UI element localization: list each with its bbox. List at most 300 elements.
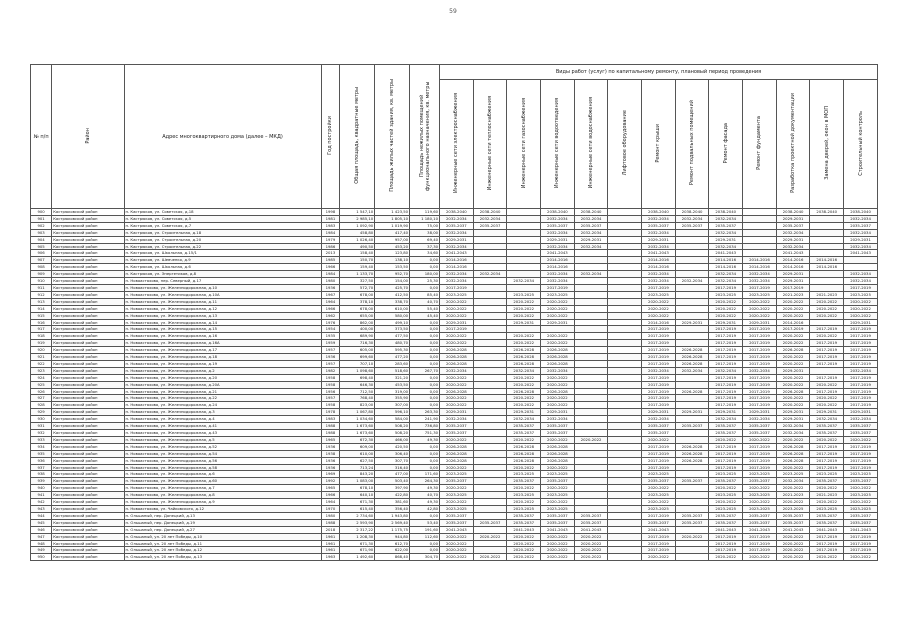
work-period-cell: 2017-2019 [709, 464, 743, 471]
area-living-cell: 477,20 [375, 354, 410, 361]
area-living-cell: 612,70 [375, 540, 410, 547]
work-period-cell [507, 264, 541, 271]
work-period-cell: 2020-2022 [642, 305, 676, 312]
work-period-cell: 2035-2037 [574, 512, 608, 519]
work-period-cell: 2023-2025 [541, 291, 575, 298]
work-period-cell [675, 312, 709, 319]
table-row [31, 533, 878, 540]
work-period-cell [608, 478, 642, 485]
work-period-cell: 2023-2025 [440, 471, 474, 478]
area-nonresidential-cell: 241,90 [410, 416, 440, 423]
work-period-cell: 2035-2037 [844, 512, 878, 519]
district-cell: Кастрюковский район [52, 374, 124, 381]
address-cell: п. Ольшаный, ул. 20 лет Победы, д.10 [124, 533, 321, 540]
table-row [31, 402, 878, 409]
work-period-cell: 2014-2016 [642, 319, 676, 326]
work-period-cell: 2041-2043 [642, 250, 676, 257]
area-total-cell: 672,30 [340, 436, 375, 443]
district-cell: Кастрюковский район [52, 430, 124, 437]
work-period-cell: 2020-2022 [743, 305, 777, 312]
work-period-cell: 2032-2034 [473, 215, 507, 222]
work-period-cell [574, 278, 608, 285]
work-period-cell [608, 512, 642, 519]
work-period-cell: 2023-2025 [440, 505, 474, 512]
work-period-cell [473, 423, 507, 430]
work-period-cell: 2017-2019 [810, 547, 844, 554]
header-work-8: Ремонт фасада [709, 80, 743, 209]
work-period-cell: 2020-2022 [776, 533, 810, 540]
work-period-cell: 2020-2022 [776, 547, 810, 554]
year-built-cell: 1965 [321, 485, 340, 492]
address-cell: п. Новоастахово, ул. Железнодорожная, д.56 [124, 457, 321, 464]
work-period-cell: 2017-2019 [642, 450, 676, 457]
work-period-cell: 2017-2019 [743, 388, 777, 395]
header-work-4: Инженерные сети водоснабжения [574, 80, 608, 209]
work-period-cell: 2020-2022 [810, 395, 844, 402]
table-row [31, 243, 878, 250]
work-period-cell [844, 264, 878, 271]
work-period-cell: 2020-2022 [776, 381, 810, 388]
district-cell: Кастрюковский район [52, 298, 124, 305]
row-number-cell: 906 [31, 250, 52, 257]
work-period-cell [473, 430, 507, 437]
work-period-cell: 2020-2022 [541, 554, 575, 561]
area-total-cell: 712,50 [340, 388, 375, 395]
work-period-cell: 2017-2019 [743, 354, 777, 361]
district-cell: Кастрюковский район [52, 264, 124, 271]
work-period-cell [574, 505, 608, 512]
area-nonresidential-cell: 0,00 [410, 540, 440, 547]
year-built-cell: 2018 [321, 526, 340, 533]
district-cell: Кастрюковский район [52, 312, 124, 319]
work-period-cell: 2032-2034 [574, 229, 608, 236]
area-nonresidential-cell: 0,00 [410, 264, 440, 271]
area-living-cell: 518,60 [375, 367, 410, 374]
address-cell: п. Новоастахово, ул. Железнодорожная, д.17 [124, 347, 321, 354]
work-period-cell [507, 250, 541, 257]
district-cell: Кастрюковский район [52, 229, 124, 236]
row-number-cell: 941 [31, 492, 52, 499]
work-period-cell: 2020-2022 [507, 540, 541, 547]
work-period-cell: 2020-2022 [440, 333, 474, 340]
work-period-cell: 2035-2037 [574, 519, 608, 526]
work-period-cell: 2023-2025 [507, 291, 541, 298]
work-period-cell: 2017-2019 [743, 284, 777, 291]
area-total-cell: 572,70 [340, 284, 375, 291]
work-period-cell: 2017-2019 [810, 450, 844, 457]
work-period-cell: 2026-2028 [776, 443, 810, 450]
district-cell: Кастрюковский район [52, 209, 124, 216]
work-period-cell [675, 326, 709, 333]
work-period-cell [810, 278, 844, 285]
year-built-cell: 1961 [321, 547, 340, 554]
table-row [31, 374, 878, 381]
work-period-cell: 2017-2019 [743, 374, 777, 381]
district-cell: Кастрюковский район [52, 485, 124, 492]
work-period-cell: 2032-2034 [642, 416, 676, 423]
work-period-cell [574, 478, 608, 485]
work-period-cell: 2020-2022 [810, 381, 844, 388]
work-period-cell: 2029-2031 [844, 236, 878, 243]
work-period-cell [473, 284, 507, 291]
work-period-cell: 2020-2022 [440, 340, 474, 347]
address-cell: п. Ольшаный, ул. 20 лет Победы, д.11 [124, 540, 321, 547]
area-nonresidential-cell: 112,60 [410, 533, 440, 540]
work-period-cell: 2029-2031 [574, 236, 608, 243]
work-period-cell: 2038-2040 [776, 209, 810, 216]
area-nonresidential-cell: 55,40 [410, 305, 440, 312]
work-period-cell: 2020-2022 [642, 298, 676, 305]
work-period-cell: 2017-2019 [844, 374, 878, 381]
work-period-cell [574, 464, 608, 471]
work-period-cell: 2032-2034 [440, 229, 474, 236]
work-period-cell: 2014-2016 [743, 264, 777, 271]
address-cell: п. Кастрюков, ул. Строительная, д.18 [124, 229, 321, 236]
work-period-cell: 2032-2034 [776, 478, 810, 485]
work-period-cell: 2032-2034 [675, 278, 709, 285]
year-built-cell: 2013 [321, 250, 340, 257]
work-period-cell: 2035-2037 [507, 512, 541, 519]
area-total-cell: 1 083,00 [340, 478, 375, 485]
work-period-cell: 2020-2022 [541, 374, 575, 381]
work-period-cell [608, 367, 642, 374]
work-period-cell: 2020-2022 [709, 499, 743, 506]
work-period-cell: 2020-2022 [709, 436, 743, 443]
area-living-cell: 381,60 [375, 499, 410, 506]
work-period-cell [608, 450, 642, 457]
work-period-cell [675, 284, 709, 291]
work-period-cell: 2020-2022 [844, 305, 878, 312]
work-period-cell: 2017-2019 [642, 388, 676, 395]
year-built-cell: 1970 [321, 505, 340, 512]
work-period-cell [675, 540, 709, 547]
work-period-cell [675, 381, 709, 388]
work-period-cell: 2038-2040 [440, 209, 474, 216]
work-period-cell: 2014-2016 [642, 264, 676, 271]
area-living-cell: 596,10 [375, 409, 410, 416]
work-period-cell: 2038-2040 [844, 209, 878, 216]
work-period-cell: 2026-2028 [507, 354, 541, 361]
work-period-cell [608, 305, 642, 312]
work-period-cell: 2020-2022 [541, 333, 575, 340]
work-period-cell: 2032-2034 [440, 278, 474, 285]
work-period-cell: 2035-2037 [810, 519, 844, 526]
area-living-cell: 397,90 [375, 485, 410, 492]
year-built-cell: 1966 [321, 305, 340, 312]
work-period-cell: 2020-2022 [776, 312, 810, 319]
work-period-cell: 2017-2019 [642, 533, 676, 540]
work-period-cell: 2026-2028 [440, 347, 474, 354]
work-period-cell: 2026-2028 [541, 457, 575, 464]
work-period-cell: 2023-2025 [776, 471, 810, 478]
work-period-cell: 2020-2022 [440, 464, 474, 471]
work-period-cell [810, 236, 844, 243]
work-period-cell: 2038-2040 [810, 209, 844, 216]
work-period-cell: 2035-2037 [440, 512, 474, 519]
area-nonresidential-cell: 0,00 [410, 360, 440, 367]
work-period-cell: 2014-2016 [642, 257, 676, 264]
table-row [31, 381, 878, 388]
work-period-cell [473, 264, 507, 271]
area-nonresidential-cell: 49,30 [410, 485, 440, 492]
area-living-cell: 508,20 [375, 423, 410, 430]
area-living-cell: 319,00 [375, 388, 410, 395]
area-nonresidential-cell: 0,00 [410, 340, 440, 347]
district-cell: Кастрюковский район [52, 243, 124, 250]
work-period-cell [473, 402, 507, 409]
header-work-11: Замена дверей, окон в МОП [810, 80, 844, 209]
work-period-cell [608, 499, 642, 506]
year-built-cell: 1969 [321, 471, 340, 478]
work-period-cell [574, 485, 608, 492]
header-work-9: Ремонт фундамента [743, 80, 777, 209]
address-cell: п. Ольшаный, пер. Донецкий, д.19 [124, 519, 321, 526]
work-period-cell: 2029-2031 [743, 409, 777, 416]
work-period-cell [608, 298, 642, 305]
row-number-cell: 937 [31, 464, 52, 471]
area-living-cell: 2 569,40 [375, 519, 410, 526]
work-period-cell: 2020-2022 [541, 340, 575, 347]
table-row [31, 284, 878, 291]
work-period-cell: 2017-2019 [844, 340, 878, 347]
work-period-cell: 2017-2019 [642, 340, 676, 347]
work-period-cell: 2023-2025 [743, 291, 777, 298]
address-cell: п. Новоастахово, ул. Железнодорожная, д.18 [124, 354, 321, 361]
work-period-cell [743, 250, 777, 257]
area-nonresidential-cell: 0,00 [410, 333, 440, 340]
work-period-cell [675, 471, 709, 478]
work-period-cell: 2020-2022 [473, 533, 507, 540]
district-cell: Кастрюковский район [52, 464, 124, 471]
area-total-cell: 646,30 [340, 381, 375, 388]
work-period-cell: 2020-2022 [541, 436, 575, 443]
work-period-cell [473, 326, 507, 333]
work-period-cell [608, 257, 642, 264]
table-row [31, 416, 878, 423]
area-total-cell: 2 317,22 [340, 526, 375, 533]
work-period-cell: 2026-2028 [541, 347, 575, 354]
area-total-cell: 2 734,60 [340, 512, 375, 519]
area-living-cell: 944,80 [375, 533, 410, 540]
work-period-cell: 2029-2031 [541, 236, 575, 243]
work-period-cell: 2020-2022 [440, 540, 474, 547]
work-period-cell: 2020-2022 [541, 540, 575, 547]
district-cell: Кастрюковский район [52, 505, 124, 512]
work-period-cell: 2023-2025 [810, 505, 844, 512]
work-period-cell [675, 436, 709, 443]
work-period-cell: 2020-2022 [574, 540, 608, 547]
work-period-cell: 2035-2037 [473, 519, 507, 526]
work-period-cell [507, 209, 541, 216]
work-period-cell: 2020-2022 [440, 395, 474, 402]
work-period-cell: 2014-2016 [776, 319, 810, 326]
work-period-cell [608, 264, 642, 271]
work-period-cell: 2020-2022 [743, 312, 777, 319]
work-period-cell: 2035-2037 [440, 478, 474, 485]
area-nonresidential-cell: 0,00 [410, 450, 440, 457]
address-cell: п. Кастрюков, ул. Шевченко, д.9 [124, 257, 321, 264]
work-period-cell [473, 291, 507, 298]
work-period-cell: 2041-2043 [844, 526, 878, 533]
table-row [31, 457, 878, 464]
work-period-cell [810, 222, 844, 229]
table-row [31, 271, 878, 278]
work-period-cell: 2017-2019 [810, 464, 844, 471]
work-period-cell: 2017-2019 [743, 540, 777, 547]
table-row [31, 291, 878, 298]
address-cell: п. Кастрюков, ул. Советская, д.7 [124, 222, 321, 229]
work-period-cell: 2035-2037 [675, 512, 709, 519]
work-period-cell [574, 319, 608, 326]
district-cell: Кастрюковский район [52, 519, 124, 526]
table-row [31, 554, 878, 561]
work-period-cell [574, 298, 608, 305]
work-period-cell [574, 333, 608, 340]
address-cell: п. Новоастахово, ул. Железнодорожная, д.11 [124, 298, 321, 305]
work-period-cell [675, 554, 709, 561]
work-period-cell: 2020-2022 [507, 374, 541, 381]
area-total-cell: 1 208,30 [340, 533, 375, 540]
work-period-cell: 2035-2037 [541, 222, 575, 229]
work-period-cell: 2020-2022 [776, 402, 810, 409]
work-period-cell [574, 360, 608, 367]
work-period-cell: 2035-2037 [844, 423, 878, 430]
work-period-cell [743, 209, 777, 216]
work-period-cell: 2017-2019 [709, 354, 743, 361]
work-period-cell: 2023-2025 [541, 492, 575, 499]
year-built-cell: 1980 [321, 278, 340, 285]
work-period-cell: 2032-2034 [709, 271, 743, 278]
work-period-cell: 2020-2022 [541, 381, 575, 388]
work-period-cell [743, 222, 777, 229]
work-period-cell: 2017-2019 [709, 395, 743, 402]
area-living-cell: 153,50 [375, 264, 410, 271]
table-row [31, 222, 878, 229]
work-period-cell: 2017-2019 [844, 540, 878, 547]
row-number-cell: 942 [31, 499, 52, 506]
table-row [31, 326, 878, 333]
work-period-cell [574, 340, 608, 347]
year-built-cell: 1961 [321, 540, 340, 547]
work-period-cell: 2032-2034 [440, 271, 474, 278]
work-period-cell: 2020-2022 [507, 436, 541, 443]
header-year: Год постройки [321, 65, 340, 209]
work-period-cell: 2023-2025 [440, 291, 474, 298]
work-period-cell: 2029-2031 [709, 319, 743, 326]
work-period-cell: 2020-2022 [709, 554, 743, 561]
address-cell: п. Ольшаный, пер. Донецкий, д.13 [124, 512, 321, 519]
address-cell: п. Новоастахово, ул. Железнодорожная, д.41 [124, 423, 321, 430]
header-num: № п/п [31, 65, 52, 209]
work-period-cell: 2017-2019 [743, 533, 777, 540]
area-living-cell: 499,10 [375, 319, 410, 326]
work-period-cell: 2029-2031 [440, 236, 474, 243]
area-living-cell: 1 175,75 [375, 526, 410, 533]
work-period-cell: 2023-2025 [844, 505, 878, 512]
work-period-cell: 2029-2031 [440, 319, 474, 326]
row-number-cell: 947 [31, 533, 52, 540]
work-period-cell [743, 215, 777, 222]
table-row [31, 409, 878, 416]
work-period-cell [574, 374, 608, 381]
work-period-cell [574, 354, 608, 361]
work-period-cell: 2035-2037 [675, 478, 709, 485]
area-nonresidential-cell: 304,70 [410, 554, 440, 561]
area-living-cell: 508,20 [375, 430, 410, 437]
area-total-cell: 716,30 [340, 340, 375, 347]
area-total-cell: 1 492,60 [340, 554, 375, 561]
work-period-cell: 2032-2034 [642, 229, 676, 236]
district-cell: Кастрюковский район [52, 333, 124, 340]
work-period-cell [473, 360, 507, 367]
work-period-cell: 2029-2031 [776, 271, 810, 278]
work-period-cell: 2017-2019 [743, 464, 777, 471]
work-period-cell: 2017-2019 [642, 457, 676, 464]
work-period-cell [608, 547, 642, 554]
row-number-cell: 929 [31, 409, 52, 416]
work-period-cell: 2014-2016 [776, 257, 810, 264]
area-living-cell: 1 423,50 [375, 209, 410, 216]
row-number-cell: 934 [31, 443, 52, 450]
work-period-cell [675, 416, 709, 423]
header-area-nonresidential: Площадь нежилых помещений функционального назначения, кв. метры [410, 65, 440, 209]
work-period-cell: 2021-2023 [776, 492, 810, 499]
district-cell: Кастрюковский район [52, 271, 124, 278]
work-period-cell [675, 547, 709, 554]
work-period-cell [743, 229, 777, 236]
table-row [31, 360, 878, 367]
work-period-cell: 2032-2034 [709, 367, 743, 374]
work-period-cell: 2035-2037 [642, 519, 676, 526]
area-total-cell: 605,00 [340, 347, 375, 354]
work-period-cell: 2035-2037 [844, 222, 878, 229]
work-period-cell: 2029-2031 [507, 319, 541, 326]
work-period-cell: 2020-2022 [541, 402, 575, 409]
district-cell: Кастрюковский район [52, 554, 124, 561]
work-period-cell: 2020-2022 [776, 554, 810, 561]
work-period-cell: 2026-2028 [440, 457, 474, 464]
work-period-cell: 2020-2022 [776, 305, 810, 312]
area-total-cell: 159,40 [340, 264, 375, 271]
work-period-cell: 2029-2031 [541, 319, 575, 326]
work-period-cell: 2026-2028 [541, 360, 575, 367]
work-period-cell [473, 305, 507, 312]
work-period-cell: 2014-2016 [440, 257, 474, 264]
work-period-cell [675, 333, 709, 340]
area-nonresidential-cell: 69,40 [410, 236, 440, 243]
work-period-cell: 2020-2022 [507, 402, 541, 409]
work-period-cell: 2029-2031 [709, 409, 743, 416]
work-period-cell: 2014-2016 [709, 264, 743, 271]
work-period-cell: 2032-2034 [743, 271, 777, 278]
table-row [31, 464, 878, 471]
table-row [31, 257, 878, 264]
work-period-cell: 2017-2019 [743, 450, 777, 457]
table-row [31, 229, 878, 236]
work-period-cell: 2020-2022 [776, 464, 810, 471]
row-number-cell: 925 [31, 381, 52, 388]
work-period-cell: 2032-2034 [642, 243, 676, 250]
area-living-cell: 283,60 [375, 360, 410, 367]
work-period-cell: 2032-2034 [574, 243, 608, 250]
work-period-cell: 2035-2037 [507, 478, 541, 485]
work-period-cell [574, 443, 608, 450]
row-number-cell: 907 [31, 257, 52, 264]
work-period-cell: 2032-2034 [776, 229, 810, 236]
work-period-cell [574, 381, 608, 388]
year-built-cell: 1954 [321, 326, 340, 333]
table-row [31, 305, 878, 312]
